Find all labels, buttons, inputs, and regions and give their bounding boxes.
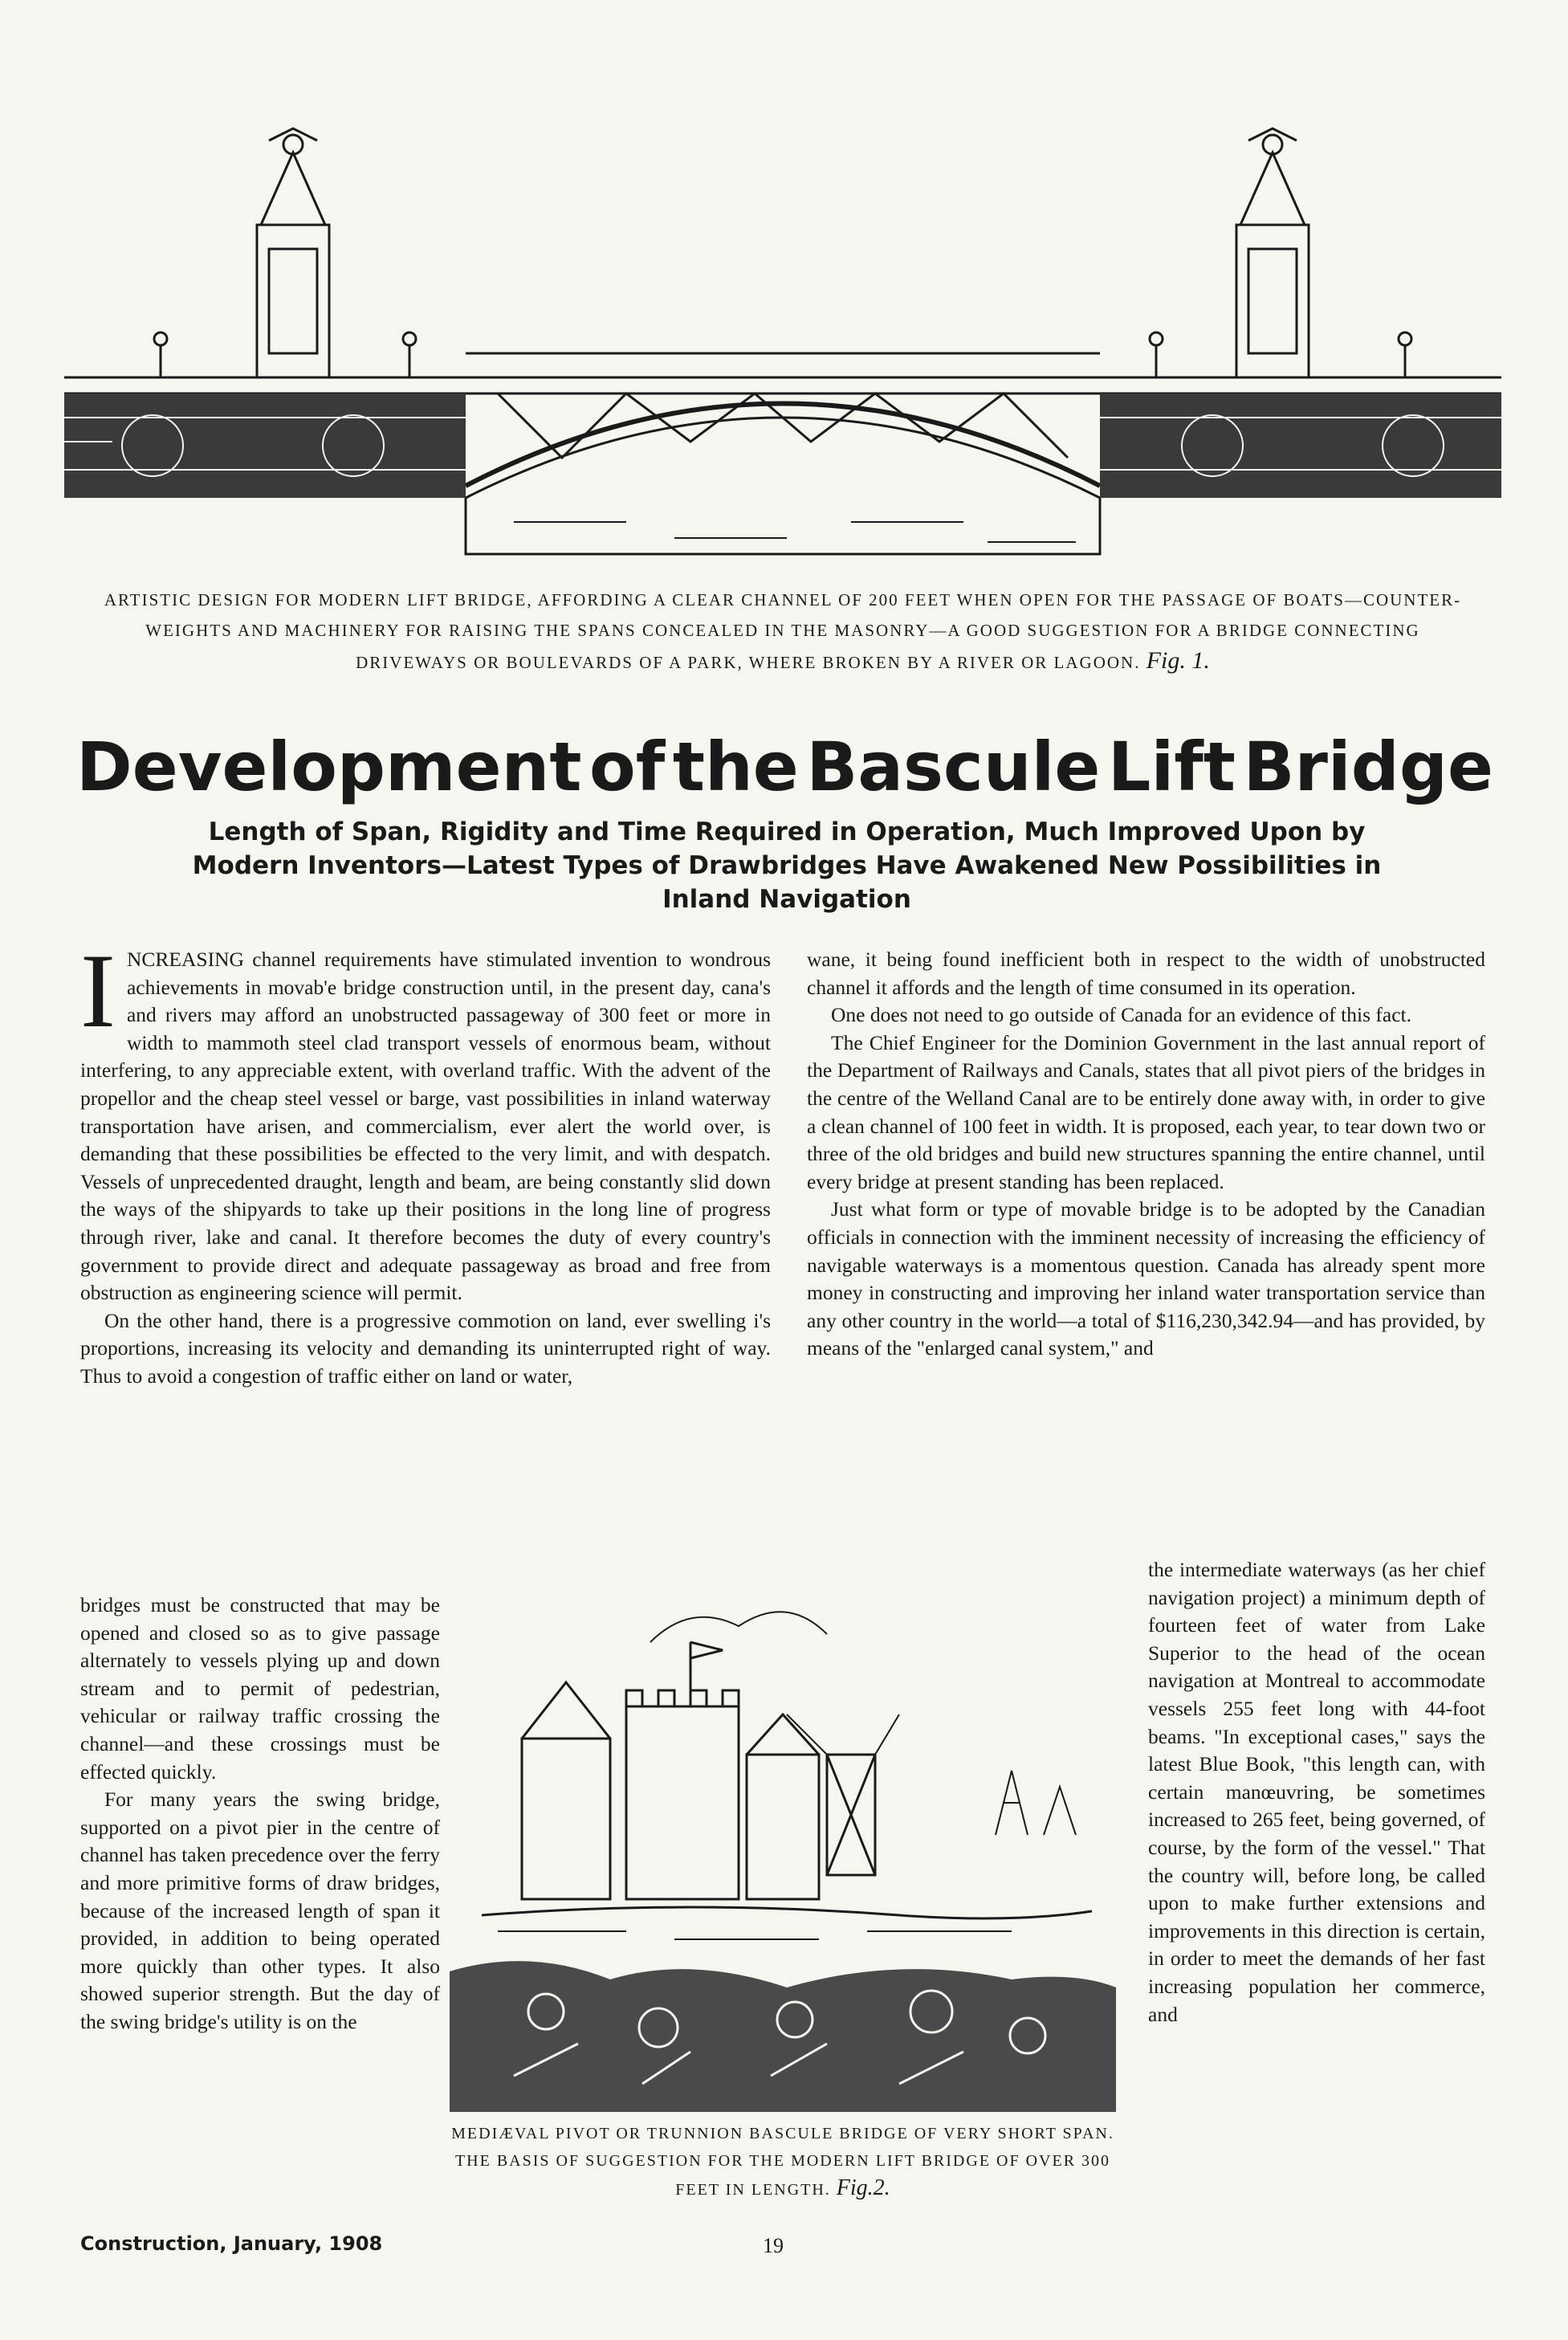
page-number: 19: [763, 2234, 784, 2257]
paragraph: One does not need to go outside of Canada for an evidence of this fact.: [831, 1003, 1411, 1027]
left-column-top: [80, 932, 771, 1391]
drop-cap: I: [80, 932, 116, 1050]
medieval-drawbridge-drawing: [450, 1594, 1116, 2112]
figure-2-caption-text: MEDIÆVAL PIVOT OR TRUNNION BASCULE BRIDGE OF VERY SHORT SPAN. THE BASIS OF SUGGESTION FOR THE MODERN LIFT BRIDGE OF OVER 300 FEET IN LENGTH.: [451, 2125, 1114, 2199]
right-column-narrow: [1148, 1556, 1485, 2028]
paragraph-text: NCREASING channel requirements have stimulated invention to wondrous achievements in movab'e bridge construction until, in the present day, cana's and rivers may afford an unobstructed passageway of 300 feet or more in width to mammoth steel clad transport vessels of enormous beam, without interfering, to any appreciable extent, with overland traffic. With the advent of the propellor and the cheap steel vessel or barge, vast possibilities in inland waterway transportation have arisen, and commercialism, ever alert the world over, is demanding that these possibilities be effected to the very limit, and with despatch. Vessels of unprecedented draught, length and beam, are being constantly slid down the ways of the shipyards to take up their positions in the long line of progress through river, lake and canal. It therefore becomes the duty of every country's government to provide direct and adequate passageway as broad and free from obstruction as engineering science will permit.: [80, 948, 771, 1305]
title-word: Bascule: [806, 728, 1101, 806]
figure-1-caption: [96, 585, 1469, 678]
figure-2-castle-illustration: [450, 1594, 1116, 2112]
paragraph: On the other hand, there is a progressive commotion on land, ever swelling i's proportions, increasing its velocity and demanding its uninterrupted right of way. Thus to avoid a congestion of traffic either on land or water,: [80, 1308, 771, 1388]
figure-2-caption: [450, 2120, 1116, 2203]
publication-footer: Construction, January, 1908: [80, 2232, 383, 2255]
paragraph: [80, 932, 771, 1307]
figure-1-bridge-illustration: [64, 120, 1501, 578]
paragraph: the intermediate waterways (as her chief navigation project) a minimum depth of fourteen feet of water from Lake Superior to the head of the ocean navigation at Montreal to accommodate vessels 255 feet long with 44-foot beams. "In exceptional cases," says the latest Blue Book, "this length can, with certain manœuvring, be sometimes increased to 265 feet, being governed, of course, by the form of the vessel." That the country will, before long, be called upon to make further extensions and improvements in this direction is certain, in order to meet the demands of her fast increasing population her commerce, and: [1148, 1558, 1485, 2026]
figure-2-label: Fig.2.: [836, 2175, 890, 2200]
right-column-top: [807, 946, 1485, 1363]
paragraph: wane, it being found inefficient both in respect to the width of unobstructed channel it affords and the length of time consumed in its operation.: [807, 948, 1485, 999]
paragraph: bridges must be constructed that may be opened and closed so as to give passage alternately to vessels plying up and down stream and to permit of pedestrian, vehicular or railway traffic crossing the channel—and these crossings must be effected quickly.: [80, 1593, 440, 1784]
figure-1-caption-text: ARTISTIC DESIGN FOR MODERN LIFT BRIDGE, AFFORDING A CLEAR CHANNEL OF 200 FEET WHEN OPEN FOR THE PASSAGE OF BOATS—COUNTER-WEIGHTS AND MACHINERY FOR RAISING THE SPANS CONCEALED IN THE MASONRY—A GOOD SUGGESTION FOR A BRIDGE CONNECTING DRIVEWAYS OR BOULEVARDS OF A PARK, WHERE BROKEN BY A RIVER OR LAGOON.: [104, 590, 1462, 672]
title-word: Development: [76, 728, 582, 806]
article-subtitle: Length of Span, Rigidity and Time Required in Operation, Much Improved Upon by Modern Inventors—Latest Types of Drawbridges Have Awakened New Possibilities in Inland Navigation: [192, 817, 1382, 914]
title-word: Bridge: [1243, 728, 1493, 806]
paragraph: Just what form or type of movable bridge is to be adopted by the Canadian officials in connection with the imminent necessity of increasing the efficiency of navigable waterways is a momentous question. Canada has already spent more money in constructing and improving her inland water transportation service than any other country in the world—a total of $116,230,342.94—and has provided, by means of the "enlarged canal system," and: [807, 1197, 1485, 1360]
paragraph: The Chief Engineer for the Dominion Government in the last annual report of the Department of Railways and Canals, states that all pivot piers of the bridges in the centre of the Welland Canal are to be entirely done away with, in order to give a clean channel of 100 feet in width. It is proposed, each year, to tear down two or three of the old bridges and build new structures spanning the entire channel, until every bridge at present standing has been replaced.: [807, 1030, 1485, 1193]
figure-1-label: Fig. 1.: [1146, 647, 1210, 674]
article-title: [76, 727, 1493, 807]
title-word: of: [589, 728, 666, 806]
title-word: the: [672, 728, 799, 806]
lift-bridge-drawing: [64, 120, 1501, 578]
left-column-narrow: [80, 1592, 440, 2036]
title-word: Lift: [1107, 728, 1236, 806]
paragraph: For many years the swing bridge, supported on a pivot pier in the centre of channel has taken precedence over the ferry and more primitive forms of draw bridges, because of the increased length of span it provided, in addition to being operated more quickly than other types. It also showed superior strength. But the day of the swing bridge's utility is on the: [80, 1788, 440, 2033]
